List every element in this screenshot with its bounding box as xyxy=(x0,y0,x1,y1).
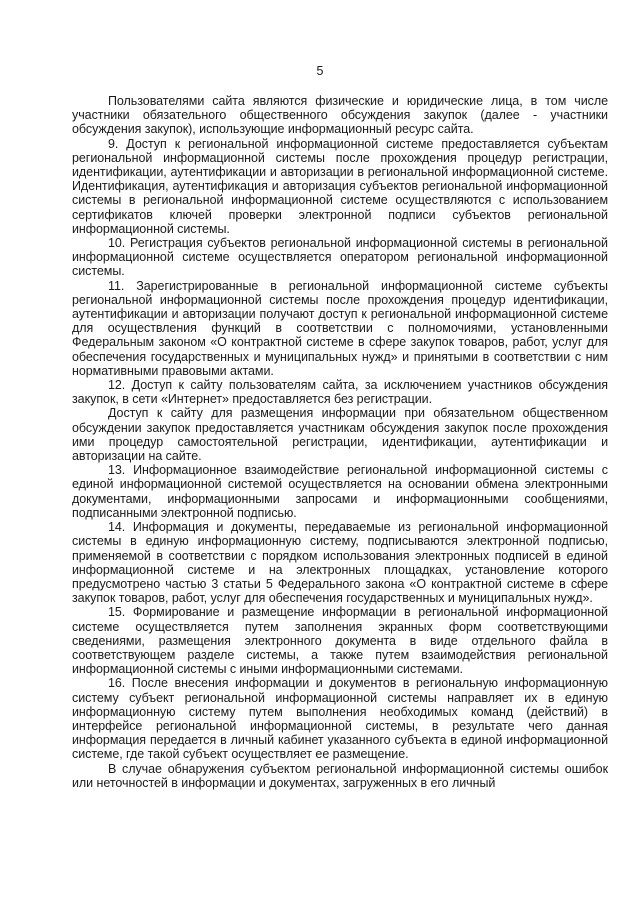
paragraph-9: 9. Доступ к региональной информационной системе предоставляется субъектам региональной информационной системы после прохождения процедур регистрации, идентификации, аутентификации и авторизации в региональной информационной системе. Идентификация, аутентификация и авторизация субъектов региональной информационной системы в региональной информационной системе осуществляются с использованием сертификатов ключей проверки электронной подписи субъектов региональной информационной системы. xyxy=(72,136,608,236)
paragraph-12: 12. Доступ к сайту пользователям сайта, за исключением участников обсуждения закупок, в сети «Интернет» предоставляется без регистрации. xyxy=(72,378,608,407)
paragraph-15: 15. Формирование и размещение информации в региональной информационной системе осуществляется путем заполнения экранных форм соответствующими сведениями, размещения электронного документа в виде отдельного файла в соответствующем разделе системы, а также путем взаимодействия региональной информационной системы с иными информационными системами. xyxy=(72,605,608,677)
paragraph-16: 16. После внесения информации и документов в региональную информационную систему субъект региональной информационной системы направляет их в единую информационную систему путем выполнения необходимых команд (действий) в интерфейсе региональной информационной системы, в результате чего данная информация передается в личный кабинет указанного субъекта в единой информационной системе, где такой субъект осуществляет ее размещение. xyxy=(72,676,608,762)
paragraph-12-access: Доступ к сайту для размещения информации при обязательном общественном обсуждении закупок предоставляется участникам обсуждения закупок после прохождения ими процедур самостоятельной регистрации, идентификации, аутентификации и авторизации на сайте. xyxy=(72,406,608,464)
paragraph-13: 13. Информационное взаимодействие региональной информационной системы с единой информационной системой осуществляется на основании обмена электронными документами, информационными запросами и информационными сообщениями, подписанными электронной подписью. xyxy=(72,463,608,520)
paragraph-14: 14. Информация и документы, передаваемые из региональной информационной системы в единую информационную систему, подписываются электронной подписью, применяемой в соответствии с порядком использования электронных подписей в единой информационной системе и на электронных площадках, установление которого предусмотрено частью 3 статьи 5 Федерального закона «О контрактной системе в сфере закупок товаров, работ, услуг для обеспечения государственных и муниципальных нужд». xyxy=(72,520,608,606)
paragraph-16-errors: В случае обнаружения субъектом региональной информационной системы ошибок или неточностей в информации и документах, загруженных в его личный xyxy=(72,761,608,790)
paragraph-users: Пользователями сайта являются физические и юридические лица, в том числе участники обязательного общественного обсуждения закупок (далее - участники обсуждения закупок), использующие информационный ресурс сайта. xyxy=(72,94,608,137)
document-body xyxy=(72,94,608,790)
paragraph-11: 11. Зарегистрированные в региональной информационной системе субъекты региональной информационной системы после прохождения процедур идентификации, аутентификации и авторизации получают доступ к региональной информационной системе для осуществления функций в соответствии с полномочиями, установленными Федеральным законом «О контрактной системе в сфере закупок товаров, работ, услуг для обеспечения государственных и муниципальных нужд» и принятыми в соответствии с ним нормативными правовыми актами. xyxy=(72,278,608,378)
page-number: 5 xyxy=(316,64,324,78)
paragraph-10: 10. Регистрация субъектов региональной информационной системы в региональной информационной системе осуществляется оператором региональной информационной системы. xyxy=(72,236,608,279)
